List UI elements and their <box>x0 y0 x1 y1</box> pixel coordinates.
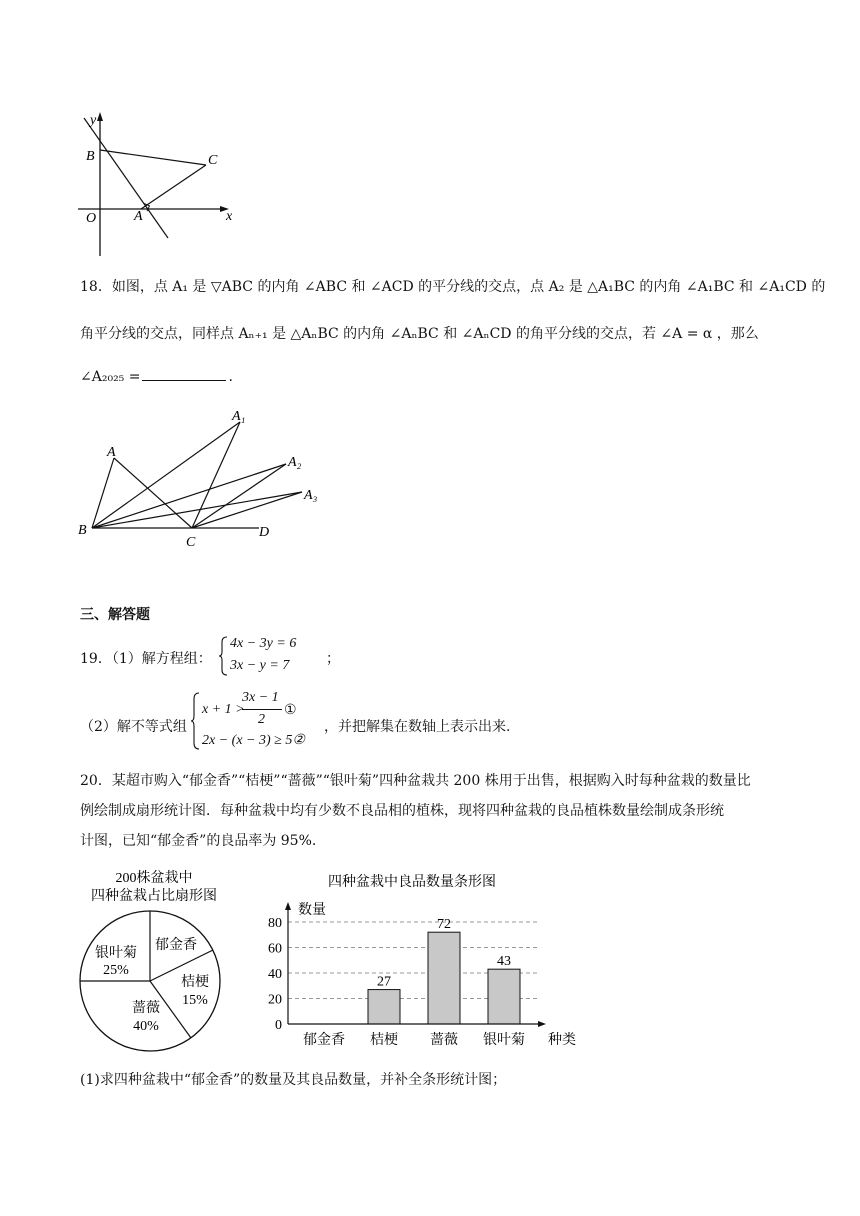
q18-angle-a2025: ∠A₂₀₂₅ = <box>80 369 141 385</box>
pie-slice-label: 银叶菊 <box>95 946 137 961</box>
q17-figure <box>74 110 244 260</box>
brace-icon <box>218 636 228 676</box>
bar <box>428 932 460 1024</box>
q20-line3: 计图，已知“郁金香”的良品率为 95%. <box>80 833 317 849</box>
q18-line1: 18．如图，点 A₁ 是 ▽ABC 的内角 ∠ABC 和 ∠ACD 的平分线的交点，点 A₂ 是 △A₁BC 的内角 ∠A₁BC 和 ∠A₁CD 的 <box>80 279 826 295</box>
label-a2: A₂ <box>288 455 302 470</box>
fraction-bar <box>242 709 282 710</box>
bar-chart-title: 四种盆栽中良品数量条形图 <box>328 875 496 890</box>
label-a: A <box>107 445 116 460</box>
y-tick-label: 40 <box>268 967 282 982</box>
q19-part1 <box>80 634 480 678</box>
bar-chart <box>252 866 582 1062</box>
line-ba <box>84 118 168 238</box>
answer-blank[interactable] <box>142 368 226 381</box>
q19-part2 <box>80 690 640 752</box>
label-c: C <box>186 535 196 550</box>
label-b: B <box>86 149 95 164</box>
q20-line2: 例绘制成扇形统计图．每种盆栽中均有少数不良品相的植株，现将四种盆栽的良品植株数量绘制成条形统 <box>80 803 724 819</box>
bar <box>488 969 520 1024</box>
y-tick-label: 20 <box>268 992 282 1008</box>
y-axis-label: 数量 <box>298 903 326 918</box>
label-b: B <box>78 523 87 538</box>
q20-line1: 20．某超市购入“郁金香”“桔梗”“蔷薇”“银叶菊”四种盆栽共 200 株用于出售，根据购入时每种盆栽的数量比 <box>80 773 751 789</box>
q18-line3 <box>80 368 233 385</box>
q18-figure <box>74 400 334 550</box>
q18-period: . <box>228 369 233 385</box>
bar-value-label: 72 <box>437 917 451 933</box>
q19-eq1: 4x − 3y = 6 <box>230 636 297 651</box>
pie-slice-label: 郁金香 <box>155 938 197 953</box>
q19-part1-prefix: 19．（1）解方程组： <box>80 651 212 667</box>
label-origin: O <box>86 211 97 226</box>
pie-chart <box>76 866 236 1062</box>
q19-ineq1-num: 3x − 1 <box>242 690 279 705</box>
section-title: 三、解答题 <box>80 607 150 623</box>
q19-part2-suffix: ，并把解集在数轴上表示出来. <box>324 719 511 735</box>
label-a: A <box>134 209 143 224</box>
segment-ac <box>141 165 206 209</box>
pie-slice-percent: 15% <box>182 993 208 1008</box>
label-d: D <box>259 525 270 540</box>
label-a3: A₃ <box>304 488 318 503</box>
x-axis-label: 种类 <box>548 1033 576 1048</box>
y-tick-label: 80 <box>268 916 282 931</box>
bar-value-label: 43 <box>497 954 511 970</box>
x-tick-label: 蔷薇 <box>430 1033 458 1048</box>
bar <box>368 990 400 1024</box>
pie-slice-label: 蔷薇 <box>132 1001 160 1016</box>
label-x: x <box>226 209 233 224</box>
q19-ineq1-mark: ① <box>284 702 297 718</box>
brace-icon <box>190 692 200 750</box>
pie-title-line1: 200株盆栽中 <box>115 871 193 886</box>
y-axis-arrow-icon <box>97 112 103 121</box>
q18-line2: 角平分线的交点，同样点 Aₙ₊₁ 是 △AₙBC 的内角 ∠AₙBC 和 ∠AₙCD 的角平分线的交点，若 ∠A = α ，那么 <box>80 326 759 342</box>
pie-title-line2: 四种盆栽占比扇形图 <box>91 889 217 904</box>
q19-ineq1-den: 2 <box>258 712 265 727</box>
q19-part2-prefix: （2）解不等式组 <box>80 719 187 735</box>
q20-sub1: (1)求四种盆栽中“郁金香”的数量及其良品数量，并补全条形统计图； <box>80 1072 507 1088</box>
y-tick-label: 60 <box>268 941 282 957</box>
q19-ineq2: 2x − (x − 3) ≥ 5② <box>202 733 305 748</box>
bar-value-label: 27 <box>377 974 391 990</box>
q19-part1-suffix: ； <box>326 651 340 667</box>
label-a1: A₁ <box>232 409 246 424</box>
y-tick-label: 0 <box>275 1018 282 1033</box>
x-tick-label: 桔梗 <box>370 1033 398 1048</box>
q19-eq2: 3x − y = 7 <box>230 658 290 673</box>
q19-ineq1-left: x + 1 > <box>202 702 245 717</box>
x-axis-arrow-icon <box>538 1021 546 1027</box>
label-c: C <box>208 153 218 168</box>
x-tick-label: 郁金香 <box>303 1033 345 1048</box>
y-axis-arrow-icon <box>285 902 291 910</box>
pie-slice-percent: 40% <box>133 1019 159 1034</box>
x-tick-label: 银叶菊 <box>483 1033 525 1048</box>
label-y: y <box>90 113 97 128</box>
pie-slice-percent: 25% <box>103 963 129 978</box>
pie-slice-label: 桔梗 <box>181 975 209 990</box>
